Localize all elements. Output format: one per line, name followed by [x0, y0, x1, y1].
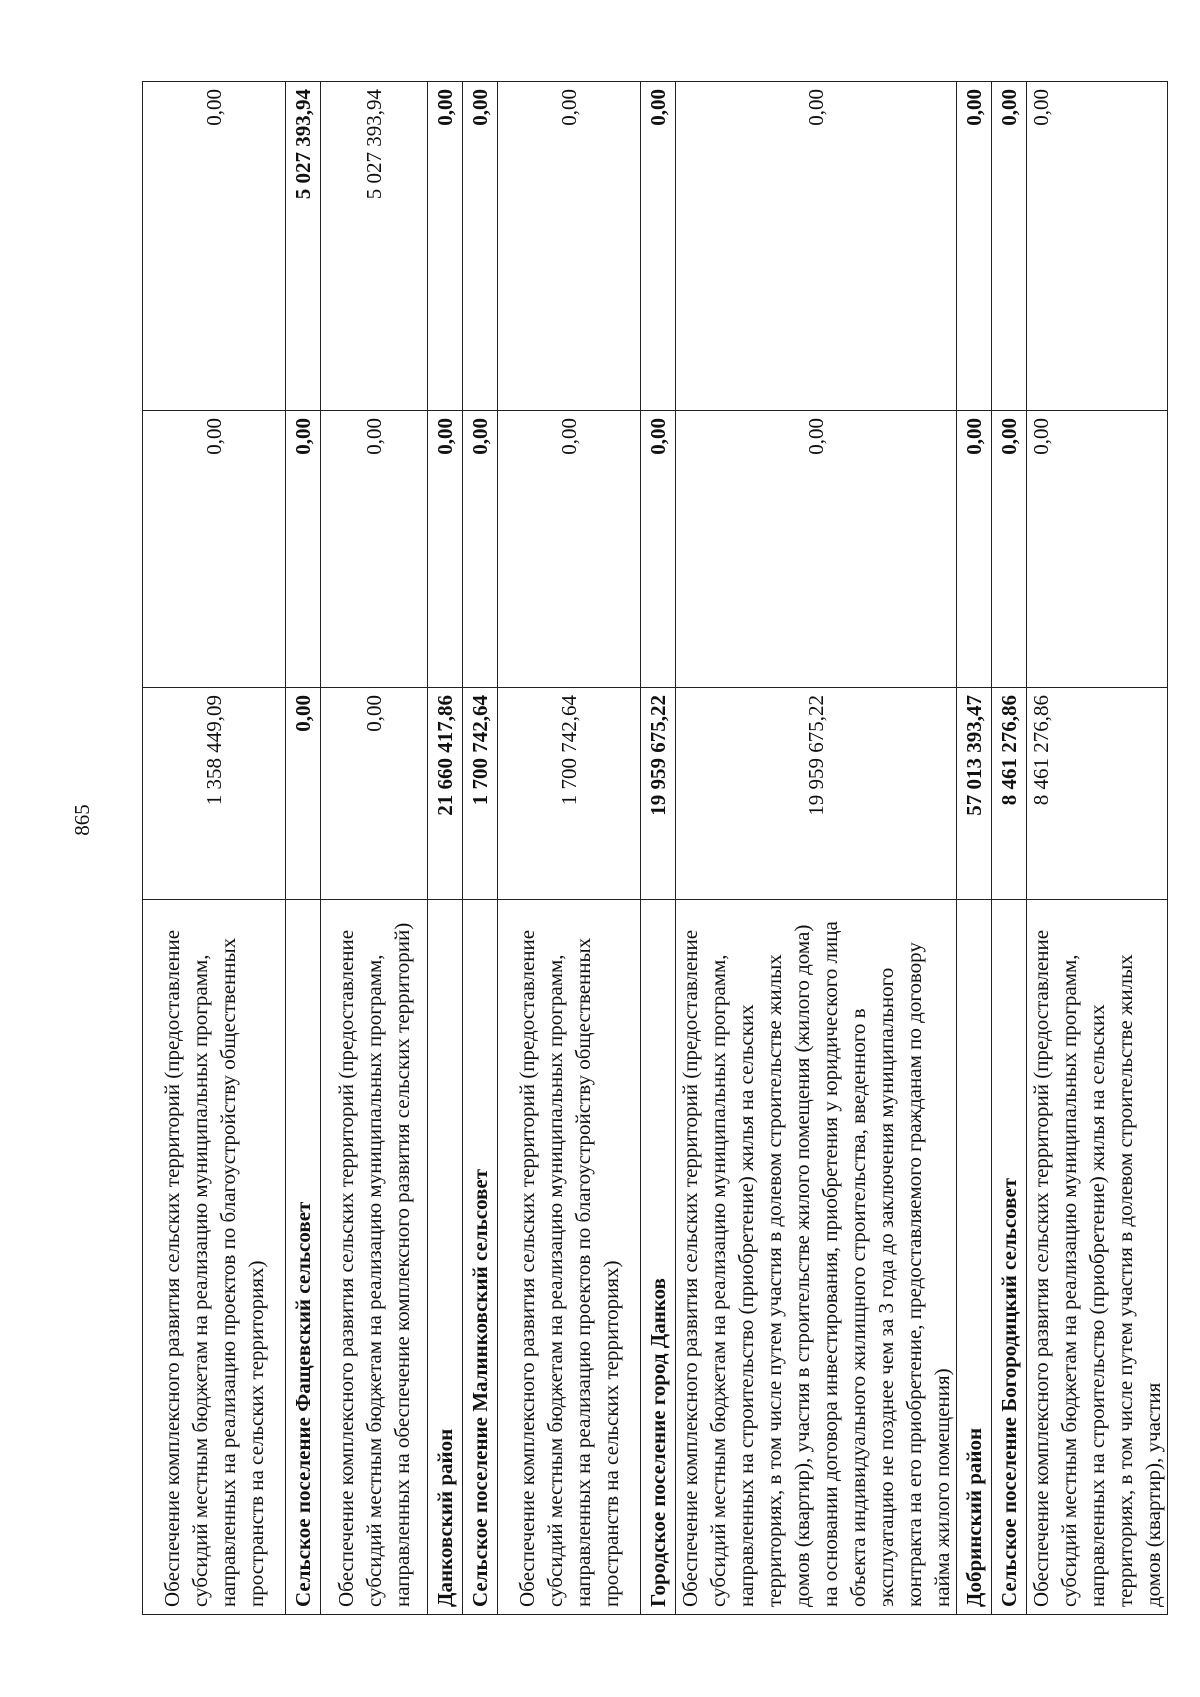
row-name: Данковский район — [428, 900, 463, 1615]
row-value-3: 0,00 — [143, 82, 286, 411]
row-value-1: 21 660 417,86 — [428, 688, 463, 900]
row-value-2: 0,00 — [641, 411, 676, 688]
rotated-table-frame — [142, 82, 1165, 1615]
row-name: Обеспечение комплексного развития сельских территорий (предоставление субсидий местным бюджетам на реализацию муниципальных программ, направленных на реализацию проектов по благоустройству общественных пространств на сельских территориях) — [498, 900, 641, 1615]
table-row — [1027, 82, 1168, 1615]
row-value-3: 0,00 — [1027, 82, 1168, 411]
table-row — [992, 82, 1027, 1615]
row-value-1: 57 013 393,47 — [957, 688, 992, 900]
row-value-1: 19 959 675,22 — [676, 688, 957, 900]
row-value-3: 0,00 — [641, 82, 676, 411]
row-value-2: 0,00 — [676, 411, 957, 688]
table-row — [957, 82, 992, 1615]
row-value-1: 8 461 276,86 — [1027, 688, 1168, 900]
row-value-2: 0,00 — [957, 411, 992, 688]
row-value-3: 0,00 — [992, 82, 1027, 411]
row-value-2: 0,00 — [286, 411, 321, 688]
row-name: Сельское поселение Малинковский сельсовет — [463, 900, 498, 1615]
table-row — [321, 82, 428, 1615]
row-value-2: 0,00 — [463, 411, 498, 688]
row-value-1: 1 358 449,09 — [143, 688, 286, 900]
row-value-1: 8 461 276,86 — [992, 688, 1027, 900]
row-name: Городское поселение город Данков — [641, 900, 676, 1615]
row-value-3: 0,00 — [428, 82, 463, 411]
row-name: Обеспечение комплексного развития сельских территорий (предоставление субсидий местным бюджетам на реализацию муниципальных программ, направленных на обеспечение комплексного развития сельских территорий) — [321, 900, 428, 1615]
row-name: Обеспечение комплексного развития сельских территорий (предоставление субсидий местным бюджетам на реализацию муниципальных программ, направленных на строительство (приобретение) жилья на сельских территориях, в том числе путем участия в долевом строительстве жилых домов (квартир), участия в строительстве жилого помещения (жилого дома) на основании договора инвестирования, приобретения у юридического лица объекта индивидуального жилищного строительства, введенного в эксплуатацию не позднее чем за 3 года до заключения муниципального контракта на его приобретение, предоставляемого гражданам по договору найма жилого помещения) — [676, 900, 957, 1615]
row-name: Обеспечение комплексного развития сельских территорий (предоставление субсидий местным бюджетам на реализацию муниципальных программ, направленных на строительство (приобретение) жилья на сельских территориях, в том числе путем участия в долевом строительстве жилых домов (квартир), участия — [1027, 900, 1168, 1615]
row-value-1: 0,00 — [286, 688, 321, 900]
row-value-2: 0,00 — [321, 411, 428, 688]
row-value-2: 0,00 — [143, 411, 286, 688]
page-number: 865 — [70, 804, 94, 836]
row-value-2: 0,00 — [1027, 411, 1168, 688]
row-value-1: 19 959 675,22 — [641, 688, 676, 900]
row-name: Сельское поселение Богородицкий сельсовет — [992, 900, 1027, 1615]
table-row — [498, 82, 641, 1615]
row-value-2: 0,00 — [428, 411, 463, 688]
row-name: Обеспечение комплексного развития сельских территорий (предоставление субсидий местным бюджетам на реализацию муниципальных программ, направленных на реализацию проектов по благоустройству общественных пространств на сельских территориях) — [143, 900, 286, 1615]
row-value-3: 0,00 — [676, 82, 957, 411]
table-row — [641, 82, 676, 1615]
table-row — [428, 82, 463, 1615]
row-value-2: 0,00 — [498, 411, 641, 688]
row-name: Добринский район — [957, 900, 992, 1615]
row-value-3: 5 027 393,94 — [321, 82, 428, 411]
budget-table — [142, 81, 1168, 1615]
table-row — [676, 82, 957, 1615]
row-value-2: 0,00 — [992, 411, 1027, 688]
row-value-3: 0,00 — [498, 82, 641, 411]
table-row — [286, 82, 321, 1615]
row-value-1: 1 700 742,64 — [463, 688, 498, 900]
row-value-3: 0,00 — [463, 82, 498, 411]
row-value-3: 0,00 — [957, 82, 992, 411]
table-row — [143, 82, 286, 1615]
table-row — [463, 82, 498, 1615]
row-value-1: 0,00 — [321, 688, 428, 900]
row-value-1: 1 700 742,64 — [498, 688, 641, 900]
row-value-3: 5 027 393,94 — [286, 82, 321, 411]
row-name: Сельское поселение Фащевский сельсовет — [286, 900, 321, 1615]
